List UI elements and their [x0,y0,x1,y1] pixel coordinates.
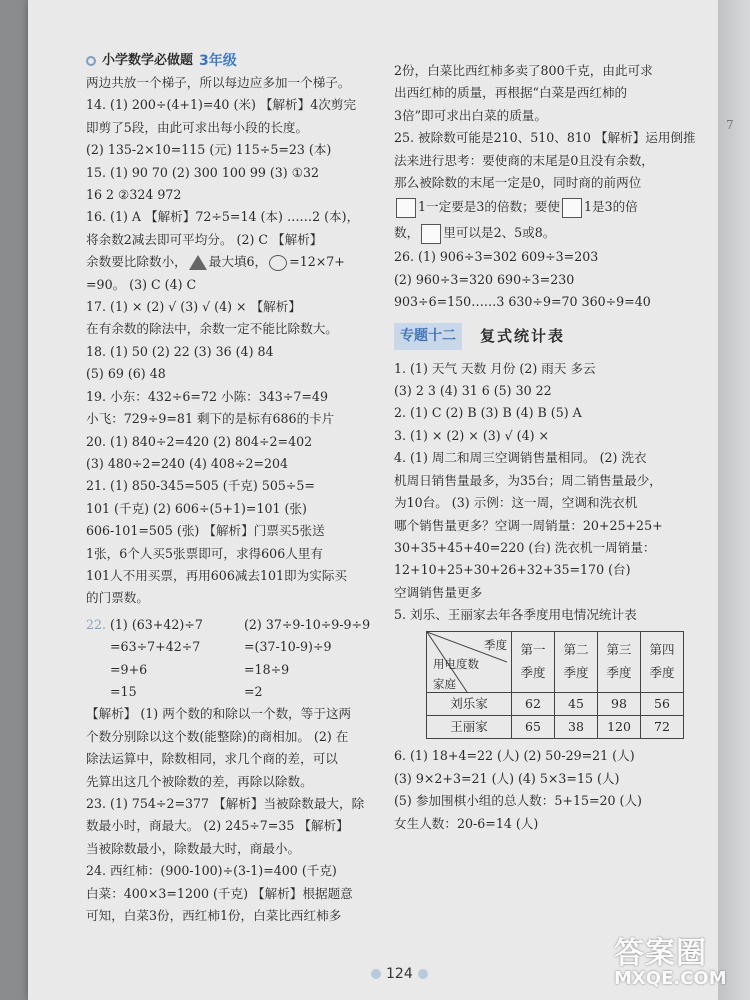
table-cell: 120 [598,715,641,738]
column-header [598,631,641,692]
corner-label: 季度 [484,637,507,652]
section-title: 复式统计表 [480,327,566,346]
column-header [555,631,598,692]
answer-line: 先算出这几个被除数的差，再除以除数。 [86,773,313,789]
section-heading [394,324,688,350]
right-column [394,60,696,835]
answer-line: 那么被除数的末尾一定是0，同时商的前两位 [394,175,642,191]
answer-line: 24. 西红柿：(900-100)÷(3-1)=400 (千克) [86,863,337,879]
answer-line-boxes [394,220,688,246]
page-dot-icon [371,969,381,979]
answer-text: 余数要比除数小， [86,254,187,270]
column-header [641,631,684,692]
answer-line: 白菜：400×3=1200 (千克) 【解析】根据题意 [86,885,353,901]
page-number [366,966,433,982]
answer-page [28,0,720,1000]
answer-text: 里可以是2、5或8。 [443,225,556,241]
answer-text: 1是3的倍 [583,199,638,215]
column-header [512,631,555,692]
header-text: 季度 [520,664,546,680]
answer-line: 25. 被除数可能是210、510、810 【解析】运用倒推 [394,130,696,146]
calc-step: =18÷9 [244,661,290,677]
answer-line: 出西红柿的质量，再根据“白菜是西红柿的 [394,85,628,101]
watermark-logo [614,928,738,992]
answer-text: 最大填6， [208,254,268,270]
answer-text: 1一定要是3的倍数；要使 [418,199,560,215]
answer-line: 23. (1) 754÷2=377 【解析】当被除数最大，除 [86,796,365,811]
table-cell: 98 [598,692,641,715]
table-row [427,692,684,715]
answer-line: 20. (1) 840÷2=420 (2) 804÷2=402 [86,433,313,449]
answer-line: 可知，白菜3份，西红柿1份，白菜比西红柿多 [86,908,342,924]
answer-line: 1张，6个人买5张票即可，求得606人里有 [86,545,323,561]
header-text: 第一 [520,642,546,658]
blank-box-icon [396,198,416,218]
answer-line: 机周日销售量最多，为35台；周二销售量最少， [394,472,662,488]
row-header: 刘乐家 [427,692,512,715]
answer-line: 2. (1) C (2) B (3) B (4) B (5) A [394,405,582,421]
page-number-text: 124 [386,966,413,982]
answer-line: 两边共放一个梯子，所以每边应多加一个梯子。 [86,75,351,90]
circle-icon [269,255,287,271]
row-header: 王丽家 [427,715,512,738]
calc-step: =9+6 [110,661,148,677]
next-page-edge [718,0,750,1000]
calc-step: (2) 37÷9-10÷9-9÷9 [244,616,371,632]
watermark-text: 答案圈 [614,936,707,971]
answer-line: 101人不用买票，再用606减去101即为实际买 [86,567,348,583]
answer-line: 即剪了5段，由此可求出每小段的长度。 [86,119,309,135]
calc-step: (1) (63+42)÷7 [110,616,203,632]
grade-label: 3年级 [199,52,237,69]
answer-line: 17. (1) × (2) √ (3) √ (4) × 【解析】 [86,299,301,315]
answer-line: 5. 刘乐、王丽家去年各季度用电情况统计表 [394,607,637,623]
answer-line: 18. (1) 50 (2) 22 (3) 36 (4) 84 [86,343,274,359]
answer-line: 在有余数的除法中，余数一定不能比除数大。 [86,321,338,337]
answer-line: (2) 135-2×10=115 (元) 115÷5=23 (本) [86,142,332,158]
answer-line: 21. (1) 850-345=505 (千克) 505÷5= [86,478,315,494]
answer-line: (3) 2 3 (4) 31 6 (5) 30 22 [394,383,552,399]
answer-line: 903÷6=150……3 630÷9=70 360÷9=40 [394,294,651,310]
corner-label: 用电度数 [433,656,479,671]
calc-step: =(37-10-9)÷9 [244,639,332,655]
answer-line: 101 (千克) (2) 606÷(5+1)=101 (张) [86,500,307,516]
answer-line: 的门票数。 [86,590,149,606]
blank-box-icon [562,198,582,218]
answer-line: 14. (1) 200÷(4+1)=40 (米) 【解析】4次剪完 [86,97,357,113]
answer-line-shapes [86,251,374,273]
answer-line: 为10台。 (3) 示例：这一周，空调和洗衣机 [394,495,638,511]
triangle-icon [189,255,207,270]
answer-line: 哪个销售量更多？空调一周销量：20+25+25+ [394,517,663,533]
header-text: 第三 [606,642,632,658]
header-dot-icon [86,56,96,66]
answer-line: 16 2 ②324 972 [86,187,182,203]
watermark-url: MXQE.COM [614,968,727,989]
table-cell: 62 [512,692,555,715]
header-text: 季度 [606,664,632,680]
answer-line: 1. (1) 天气 天数 月份 (2) 雨天 多云 [394,360,596,376]
answer-line: 将余数2减去即可平均分。 (2) C 【解析】 [86,231,323,247]
answer-line: 4. (1) 周二和周三空调销售量相同。 (2) 洗衣 [394,450,647,466]
book-header [86,50,374,72]
answer-line: 26. (1) 906÷3=302 609÷3=203 [394,249,599,265]
electricity-stat-table [426,631,684,740]
answer-line: 606-101=505 (张) 【解析】门票买5张送 [86,523,325,539]
answer-line: =90。 (3) C (4) C [86,276,197,292]
q22-part-b [244,614,374,704]
header-text: 第二 [563,642,589,658]
left-column [86,50,374,927]
answer-line: 16. (1) A 【解析】72÷5=14 (本) ……2 (本)， [86,209,360,225]
calc-step: =63÷7+42÷7 [110,639,201,655]
q22-block [86,614,374,704]
answer-line: 除法运算中，除数相同，求几个商的差，可以 [86,751,338,767]
table-corner-cell [427,631,512,692]
table-cell: 65 [512,715,555,738]
table-cell: 72 [641,715,684,738]
answer-line: 2份，白菜比西红柿多卖了800千克，由此可求 [394,63,653,78]
table-header-row [427,631,684,692]
section-tag: 专题十二 [394,323,462,349]
header-text: 季度 [563,664,589,680]
header-text: 第四 [649,642,675,658]
answer-line: 个数分别除以这个数(能整除)的商相加。 (2) 在 [86,728,349,744]
table-cell: 56 [641,692,684,715]
answer-line: 15. (1) 90 70 (2) 300 100 99 (3) ①32 [86,164,320,180]
calc-step: =15 [110,683,137,699]
answer-line: 6. (1) 18+4=22 (人) (2) 50-29=21 (人) [394,748,635,764]
header-text: 季度 [649,664,675,680]
answer-line: 数最小时，商最大。 (2) 245÷7=35 【解析】 [86,818,349,834]
answer-line: 30+35+45+40=220 (台) 洗衣机一周销量： [394,539,656,555]
q22-label: 22. [86,616,107,632]
answer-text: 数， [394,225,420,241]
answer-line-boxes [394,194,688,220]
book-title: 小学数学必做题 [102,52,194,68]
page-dot-icon [418,969,428,979]
answer-line: 女生人数：20-6=14 (人) [394,815,539,831]
answer-line: 法来进行思考：要使商的末尾是0且没有余数， [394,152,654,168]
table-row [427,715,684,738]
answer-line: 空调销售量更多 [394,584,483,600]
corner-label: 家庭 [433,676,456,691]
answer-line: (5) 参加围棋小组的总人数：5+15=20 (人) [394,793,642,809]
calc-step: =2 [244,683,263,699]
q22-part-a [110,614,244,704]
blank-box-icon [421,224,441,244]
answer-line: 3倍”即可求出白菜的质量。 [394,107,547,123]
answer-text: =12×7+ [289,254,345,270]
answer-line: (3) 9×2+3=21 (人) (4) 5×3=15 (人) [394,770,620,786]
answer-line: (5) 69 (6) 48 [86,366,166,382]
table-cell: 45 [555,692,598,715]
answer-line: 当被除数最小，除数最大时，商最小。 [86,840,301,856]
answer-line: 【解析】 (1) 两个数的和除以一个数，等于这两 [86,706,352,722]
answer-line: (2) 960÷3=320 690÷3=230 [394,271,575,287]
answer-line: 小飞：729÷9=81 剩下的是标有686的卡片 [86,411,335,427]
answer-line: 12+10+25+30+26+32+35=170 (台) [394,562,631,578]
answer-line: (3) 480÷2=240 (4) 408÷2=204 [86,455,289,471]
table-cell: 38 [555,715,598,738]
answer-line: 3. (1) × (2) × (3) √ (4) × [394,427,550,443]
edge-mark: 7 [726,118,734,132]
answer-line: 19. 小东：432÷6=72 小陈：343÷7=49 [86,388,328,404]
